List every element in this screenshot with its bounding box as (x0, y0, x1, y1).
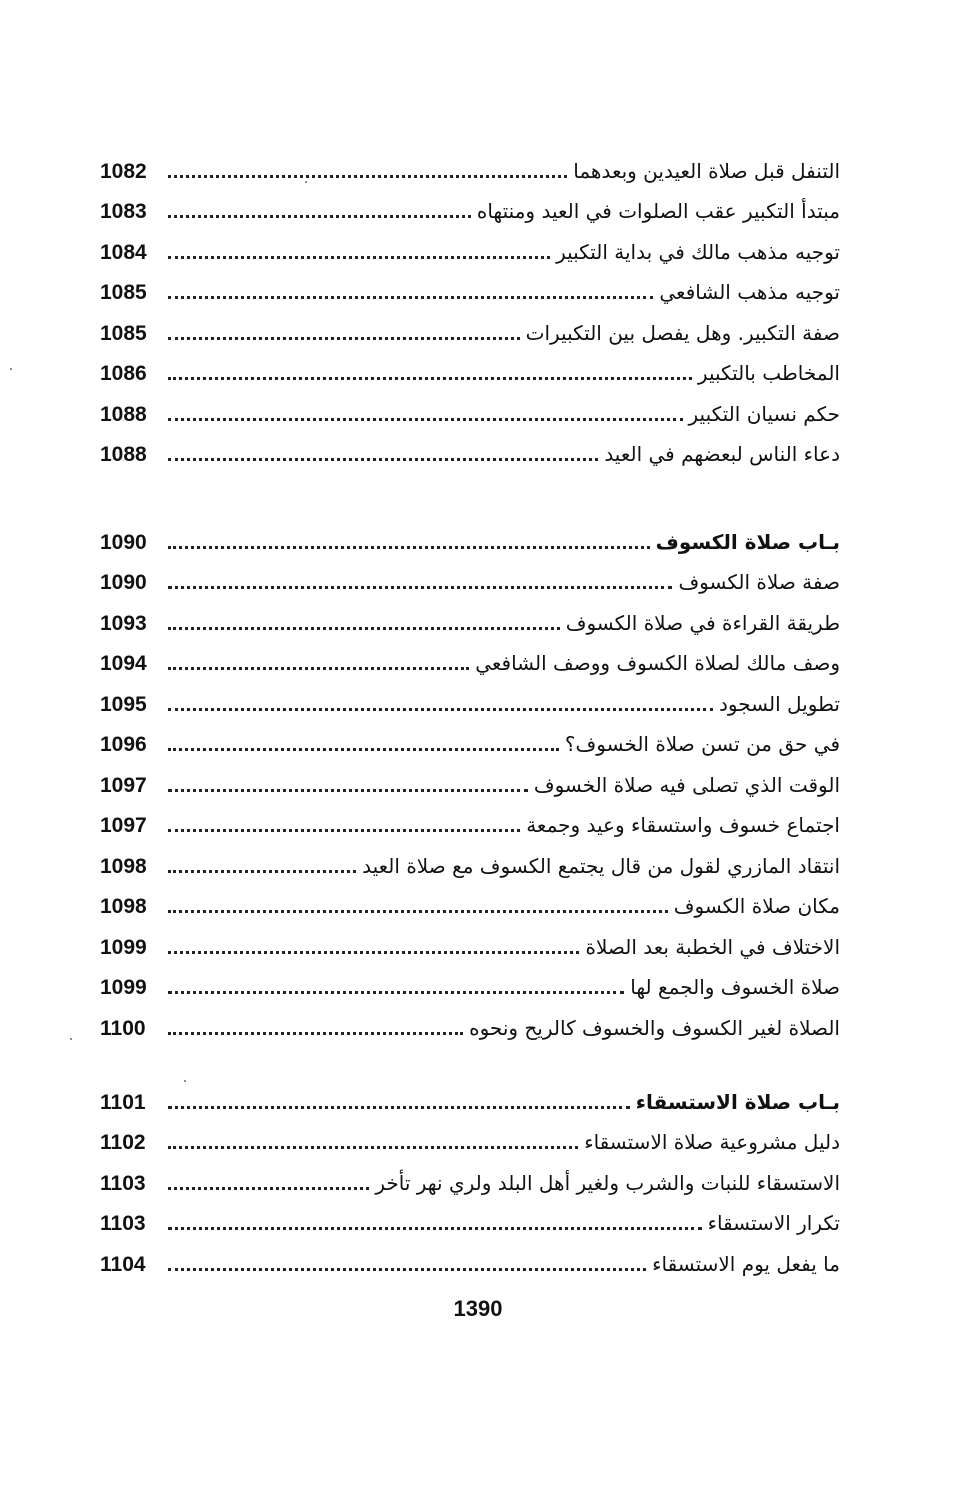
toc-entry (100, 307, 840, 348)
toc-entry-title: الوقت الذي تصلى فيه صلاة الخسوف (533, 772, 840, 797)
toc-entry-title: مبتدأ التكبير عقب الصلوات في العيد ومنتهاه (476, 199, 840, 223)
toc-entry (100, 1002, 840, 1043)
toc-page-number: 1082 (100, 159, 147, 183)
toc-dot-leader (168, 1186, 369, 1190)
toc-entry-title: طريقة القراءة في صلاة الكسوف (565, 610, 840, 635)
toc-dot-leader (168, 747, 559, 751)
toc-entry (100, 1157, 840, 1198)
toc-entry (100, 881, 840, 922)
toc-page-number: 1086 (100, 362, 147, 385)
page-number: 1390 (453, 1296, 503, 1321)
toc-dot-leader (168, 585, 672, 589)
toc-page-number: 1094 (100, 652, 147, 675)
toc-page-number: 1090 (100, 530, 147, 554)
toc-dot-leader (168, 869, 356, 873)
toc-entry (100, 348, 840, 389)
toc-entry-title: ما يفعل يوم الاستسقاء (652, 1251, 840, 1276)
toc-dot-leader (168, 255, 550, 259)
toc-entry-title: الاختلاف في الخطبة بعد الصلاة (585, 934, 840, 959)
toc-dot-leader (168, 950, 579, 954)
toc-section-eid (100, 145, 840, 469)
toc-page-number: 1088 (100, 443, 147, 466)
toc-entry-title: دعاء الناس لبعضهم في العيد (604, 442, 840, 466)
toc-dot-leader (168, 336, 520, 340)
toc-entry (100, 962, 840, 1003)
toc-page-number: 1097 (100, 814, 147, 837)
toc-dot-leader (168, 828, 520, 832)
toc-page-number: 1088 (100, 402, 147, 426)
scan-speck (70, 1038, 72, 1040)
toc-entry (100, 638, 840, 679)
toc-dot-leader (168, 626, 560, 630)
scan-speck (305, 181, 307, 183)
scan-speck (10, 368, 12, 370)
toc-page-number: 1098 (100, 895, 147, 918)
toc-dot-leader (168, 1031, 463, 1035)
toc-dot-leader (168, 1267, 646, 1271)
toc-entry (100, 678, 840, 719)
toc-entry (100, 759, 840, 800)
toc-page-number: 1084 (100, 240, 147, 264)
toc-dot-leader (168, 376, 692, 380)
toc-dot-leader (168, 909, 668, 913)
scan-speck (184, 1080, 186, 1082)
toc-entry (100, 226, 840, 267)
toc-page-number: 1096 (100, 733, 147, 756)
toc-page-number: 1100 (100, 1016, 146, 1040)
toc-entry-title: اجتماع خسوف واستسقاء وعيد وجمعة (526, 813, 840, 837)
toc-dot-leader (168, 214, 471, 218)
toc-entry-title: توجيه مذهب مالك في بداية التكبير (556, 239, 840, 264)
toc-entry (100, 388, 840, 429)
toc-entry-title: التنفل قبل صلاة العيدين وبعدهما (573, 158, 840, 183)
toc-page-number: 1093 (100, 611, 147, 635)
toc-dot-leader (168, 1145, 578, 1149)
toc-dot-leader (168, 295, 653, 299)
toc-dot-leader (168, 990, 624, 994)
toc-section-kusuf (100, 516, 840, 1043)
toc-entry (100, 597, 840, 638)
toc-page-number: 1083 (100, 200, 147, 223)
toc-entry-title: انتقاد المازري لقول من قال يجتمع الكسوف مع صلاة العيد (362, 853, 840, 878)
toc-entry-title: تطويل السجود (718, 691, 840, 716)
toc-entry (100, 1198, 840, 1239)
toc-entry (100, 800, 840, 841)
toc-section-istisqa (100, 1076, 840, 1279)
toc-dot-leader (168, 788, 528, 792)
toc-entry-title: وصف مالك لصلاة الكسوف ووصف الشافعي (475, 651, 840, 675)
toc-entry (100, 1238, 840, 1279)
toc-chapter-heading (100, 1076, 840, 1117)
toc-dot-leader (168, 417, 683, 421)
toc-entry (100, 719, 840, 760)
toc-entry-title: حكم نسيان التكبير (688, 401, 840, 426)
toc-page-number: 1102 (100, 1131, 146, 1154)
toc-dot-leader (168, 1105, 630, 1109)
toc-dot-leader (168, 545, 650, 549)
toc-dot-leader (168, 457, 598, 461)
toc-entry-title: الاستسقاء للنبات والشرب ولغير أهل البلد ولري نهر تأخر (375, 1170, 840, 1195)
toc-entry-title: في حق من تسن صلاة الخسوف؟ (564, 732, 840, 756)
toc-entry-title: مكان صلاة الكسوف (673, 894, 840, 918)
toc-entry-title: تكرار الاستسقاء (707, 1211, 840, 1235)
toc-entry-title: صفة صلاة الكسوف (678, 570, 840, 594)
toc-entry-title: المخاطب بالتكبير (697, 361, 840, 385)
toc-page-number: 1085 (100, 281, 147, 304)
toc-entry-title: دليل مشروعية صلاة الاستسقاء (584, 1130, 840, 1154)
toc-page-number: 1085 (100, 321, 147, 345)
toc-page-number: 1099 (100, 976, 147, 999)
toc-entry (100, 186, 840, 227)
toc-entry (100, 145, 840, 186)
toc-entry-title: صلاة الخسوف والجمع لها (630, 975, 840, 999)
toc-page-number: 1097 (100, 773, 147, 797)
toc-page-number: 1099 (100, 935, 147, 959)
toc-entry (100, 267, 840, 308)
toc-entry-title: صفة التكبير. وهل يفصل بين التكبيرات (525, 320, 840, 345)
toc-entry (100, 429, 840, 470)
toc-page-number: 1104 (100, 1252, 146, 1276)
toc-page-number: 1103 (100, 1171, 146, 1195)
toc-dot-leader (168, 666, 469, 670)
toc-entry-title: بـاب صلاة الكسوف (655, 529, 840, 554)
toc-entry (100, 921, 840, 962)
toc-entry-title: الصلاة لغير الكسوف والخسوف كالريح ونحوه (469, 1015, 840, 1040)
toc-chapter-heading (100, 516, 840, 557)
toc-entry (100, 840, 840, 881)
toc-entry-title: بـاب صلاة الاستسقاء (635, 1089, 840, 1114)
toc-dot-leader (168, 707, 713, 711)
toc-page-number: 1095 (100, 692, 147, 716)
toc-entry (100, 1117, 840, 1158)
toc-page-number: 1090 (100, 571, 147, 594)
toc-dot-leader (168, 1226, 702, 1230)
toc-entry (100, 557, 840, 598)
toc-dot-leader (168, 174, 567, 178)
toc-page-number: 1101 (100, 1090, 146, 1114)
toc-entry-title: توجيه مذهب الشافعي (659, 280, 840, 304)
toc-page-number: 1098 (100, 854, 147, 878)
toc-page-number: 1103 (100, 1212, 146, 1235)
